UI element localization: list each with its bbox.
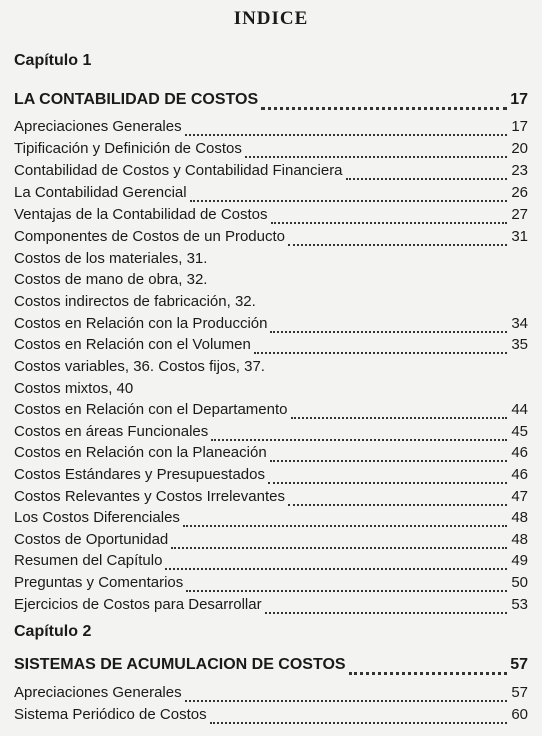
chapter-heading-text: LA CONTABILIDAD DE COSTOS <box>14 91 259 108</box>
toc-subentry: Costos mixtos, 40 <box>14 380 134 397</box>
dot-leader <box>190 188 507 202</box>
toc-entry-text: Costos en Relación con el Departamento <box>14 401 288 418</box>
toc-entry[interactable] <box>14 509 528 527</box>
dot-leader <box>211 427 507 441</box>
dot-leader <box>349 660 507 675</box>
toc-entry-page: 48 <box>511 509 528 526</box>
chapter-heading-text: SISTEMAS DE ACUMULACION DE COSTOS <box>14 656 346 673</box>
toc-entry-text: Costos en Relación con el Volumen <box>14 336 251 353</box>
toc-entry[interactable] <box>14 488 528 506</box>
chapter-heading-page: 17 <box>510 91 528 108</box>
toc-entry-page: 35 <box>511 336 528 353</box>
chapter-label: Capítulo 2 <box>14 623 92 640</box>
toc-subentry: Costos de mano de obra, 32. <box>14 271 208 288</box>
toc-entry-page: 47 <box>511 488 528 505</box>
toc-entry-page: 23 <box>511 162 528 179</box>
toc-entry-page: 49 <box>511 552 528 569</box>
toc-entry[interactable] <box>14 444 528 462</box>
toc-entry[interactable] <box>14 118 528 136</box>
toc-entry-text: La Contabilidad Gerencial <box>14 184 187 201</box>
toc-entry-page: 31 <box>511 228 528 245</box>
toc-entry-page: 46 <box>511 466 528 483</box>
toc-entry-text: Apreciaciones Generales <box>14 684 182 701</box>
toc-entry[interactable] <box>14 401 528 419</box>
toc-entry[interactable] <box>14 596 528 614</box>
toc-entry[interactable] <box>14 336 528 354</box>
dot-leader <box>270 448 507 462</box>
toc-entry-page: 46 <box>511 444 528 461</box>
toc-entry[interactable] <box>14 531 528 549</box>
toc-entry-page: 20 <box>511 140 528 157</box>
dot-leader <box>268 470 507 484</box>
toc-subentry: Costos variables, 36. Costos fijos, 37. <box>14 358 265 375</box>
dot-leader <box>210 710 507 724</box>
toc-entry-page: 60 <box>511 706 528 723</box>
toc-entry-text: Tipificación y Definición de Costos <box>14 140 242 157</box>
toc-entry-page: 45 <box>511 423 528 440</box>
chapter-heading <box>14 656 528 674</box>
dot-leader <box>245 144 507 158</box>
toc-entry-text: Apreciaciones Generales <box>14 118 182 135</box>
dot-leader <box>185 122 507 136</box>
dot-leader <box>346 166 507 180</box>
toc-entry[interactable] <box>14 684 528 702</box>
toc-entry-page: 50 <box>511 574 528 591</box>
toc-entry-page: 48 <box>511 531 528 548</box>
dot-leader <box>165 556 507 570</box>
dot-leader <box>254 340 507 354</box>
toc-entry-page: 44 <box>511 401 528 418</box>
chapter-label: Capítulo 1 <box>14 52 92 69</box>
toc-entry[interactable] <box>14 315 528 333</box>
dot-leader <box>265 600 507 614</box>
toc-entry[interactable] <box>14 706 528 724</box>
toc-entry-text: Costos Relevantes y Costos Irrelevantes <box>14 488 285 505</box>
toc-subentry: Costos de los materiales, 31. <box>14 250 208 267</box>
toc-entry[interactable] <box>14 228 528 246</box>
toc-entry[interactable] <box>14 162 528 180</box>
dot-leader <box>288 492 507 506</box>
dot-leader <box>185 688 507 702</box>
toc-entry-page: 17 <box>511 118 528 135</box>
toc-entry-text: Sistema Periódico de Costos <box>14 706 207 723</box>
dot-leader <box>288 232 507 246</box>
dot-leader <box>291 405 508 419</box>
dot-leader <box>261 95 507 110</box>
dot-leader <box>271 210 507 224</box>
dot-leader <box>186 578 507 592</box>
page-title: INDICE <box>233 8 309 29</box>
toc-entry-page: 34 <box>511 315 528 332</box>
chapter-heading <box>14 91 528 109</box>
toc-entry[interactable] <box>14 140 528 158</box>
toc-entry-text: Contabilidad de Costos y Contabilidad Financiera <box>14 162 343 179</box>
toc-entry-text: Costos en Relación con la Producción <box>14 315 268 332</box>
toc-entry[interactable] <box>14 574 528 592</box>
toc-subentry: Costos indirectos de fabricación, 32. <box>14 293 256 310</box>
toc-entry-text: Costos de Oportunidad <box>14 531 169 548</box>
toc-entry-page: 57 <box>511 684 528 701</box>
toc-entry-page: 26 <box>511 184 528 201</box>
toc-entry[interactable] <box>14 423 528 441</box>
toc-entry[interactable] <box>14 466 528 484</box>
toc-entry-text: Componentes de Costos de un Producto <box>14 228 286 245</box>
toc-entry[interactable] <box>14 206 528 224</box>
toc-entry-page: 27 <box>511 206 528 223</box>
toc-entry-text: Preguntas y Comentarios <box>14 574 184 591</box>
toc-entry-text: Resumen del Capítulo <box>14 552 163 569</box>
toc-entry[interactable] <box>14 184 528 202</box>
toc-entry-text: Ejercicios de Costos para Desarrollar <box>14 596 262 613</box>
toc-entry-text: Costos en áreas Funcionales <box>14 423 209 440</box>
toc-entry-text: Costos en Relación con la Planeación <box>14 444 267 461</box>
dot-leader <box>270 319 507 333</box>
toc-entry-text: Los Costos Diferenciales <box>14 509 180 526</box>
toc-entry-text: Ventajas de la Contabilidad de Costos <box>14 206 268 223</box>
dot-leader <box>183 513 507 527</box>
toc-entry-text: Costos Estándares y Presupuestados <box>14 466 265 483</box>
toc-entry-page: 53 <box>511 596 528 613</box>
chapter-heading-page: 57 <box>510 656 528 673</box>
toc-entry[interactable] <box>14 552 528 570</box>
dot-leader <box>171 535 507 549</box>
